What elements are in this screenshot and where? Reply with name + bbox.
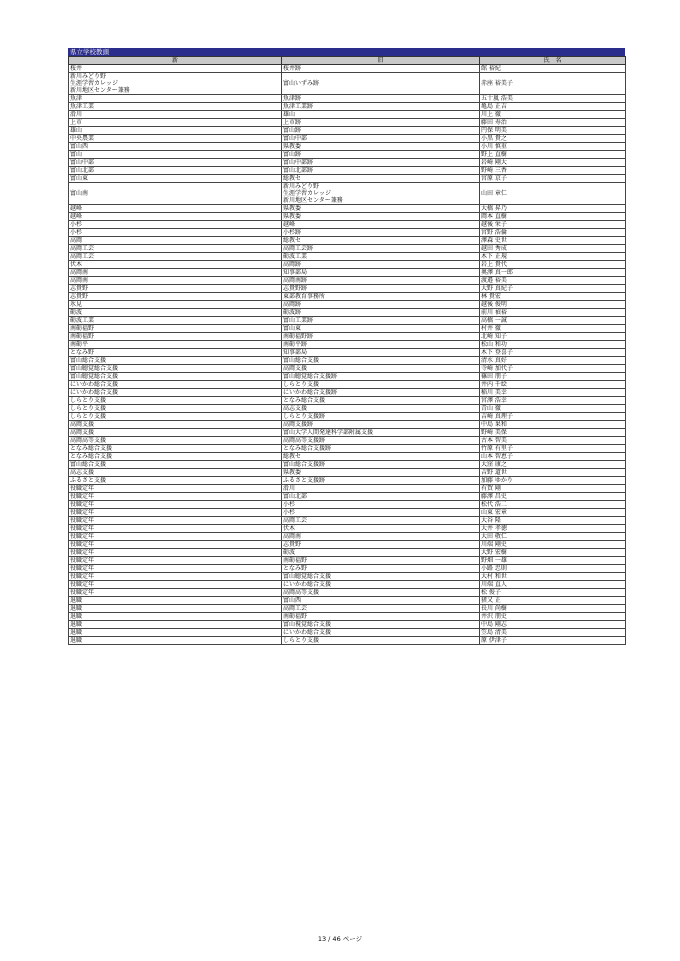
cell-new-post: 砺波工業 xyxy=(69,317,282,325)
cell-new-post: 新川みどり野 生涯学習カレッジ 新川地区センター兼務 xyxy=(69,73,282,95)
cell-new-post: 高岡南 xyxy=(69,269,282,277)
cell-new-post: 役職定年 xyxy=(69,501,282,509)
cell-name: 宮澤 浩幸 xyxy=(480,397,626,405)
cell-name: 木下 正規 xyxy=(480,253,626,261)
cell-old-post: 富山いずみ跡 xyxy=(282,73,480,95)
cell-old-post: 高岡工芸 xyxy=(282,605,480,613)
cell-old-post: 越峰 xyxy=(282,221,480,229)
column-header-name: 氏 名 xyxy=(480,57,626,65)
cell-old-post: 富山工業跡 xyxy=(282,317,480,325)
cell-name: 古本 智美 xyxy=(480,437,626,445)
cell-name: 加藤 ゆかり xyxy=(480,477,626,485)
cell-name: 有賀 剛 xyxy=(480,485,626,493)
cell-old-post: となみ総合支援跡 xyxy=(282,445,480,453)
cell-name: 野上 直樹 xyxy=(480,151,626,159)
cell-old-post: 高岡工芸 xyxy=(282,517,480,525)
cell-new-post: 退職 xyxy=(69,613,282,621)
cell-new-post: 志貴野 xyxy=(69,293,282,301)
table-row xyxy=(69,477,626,485)
cell-new-post: 高岡支援 xyxy=(69,421,282,429)
cell-name: 木下 登喜子 xyxy=(480,349,626,357)
cell-old-post: 高岡南 xyxy=(282,533,480,541)
table-row xyxy=(69,493,626,501)
table-row xyxy=(69,309,626,317)
cell-name: 猪又 正 xyxy=(480,597,626,605)
cell-new-post: 越峰 xyxy=(69,213,282,221)
table-row xyxy=(69,421,626,429)
table-row xyxy=(69,429,626,437)
cell-new-post: 滑川 xyxy=(69,111,282,119)
cell-name: 松代 浩二 xyxy=(480,501,626,509)
cell-new-post: 役職定年 xyxy=(69,493,282,501)
cell-new-post: 南砺福野 xyxy=(69,325,282,333)
cell-old-post: 志貴野跡 xyxy=(282,285,480,293)
cell-name: 長川 尚樹 xyxy=(480,605,626,613)
table-row xyxy=(69,301,626,309)
table-row xyxy=(69,229,626,237)
table-row xyxy=(69,373,626,381)
table-row xyxy=(69,517,626,525)
cell-new-post: 富山北部 xyxy=(69,167,282,175)
cell-new-post: 富山中部 xyxy=(69,159,282,167)
cell-old-post: 高志支援 xyxy=(282,405,480,413)
cell-name: 北崎 知子 xyxy=(480,333,626,341)
cell-old-post: 東部教育事務所 xyxy=(282,293,480,301)
cell-old-post: 桜井跡 xyxy=(282,65,480,73)
table-row xyxy=(69,389,626,397)
table-row xyxy=(69,525,626,533)
cell-new-post: 上市 xyxy=(69,119,282,127)
cell-old-post: 志貴野 xyxy=(282,541,480,549)
cell-old-post: 知事部局 xyxy=(282,269,480,277)
cell-new-post: 中央農業 xyxy=(69,135,282,143)
cell-old-post: 富山跡 xyxy=(282,127,480,135)
cell-new-post: 役職定年 xyxy=(69,581,282,589)
cell-new-post: 退職 xyxy=(69,597,282,605)
cell-new-post: 役職定年 xyxy=(69,557,282,565)
cell-new-post: 役職定年 xyxy=(69,549,282,557)
cell-new-post: 魚津 xyxy=(69,95,282,103)
cell-old-post: 魚津跡 xyxy=(282,95,480,103)
table-row xyxy=(69,581,626,589)
table-row xyxy=(69,357,626,365)
table-row xyxy=(69,119,626,127)
cell-new-post: 富山総合支援 xyxy=(69,461,282,469)
cell-name: 越田 秀成 xyxy=(480,245,626,253)
cell-name: 宮野 浩倫 xyxy=(480,229,626,237)
cell-name: 大野 真紀子 xyxy=(480,285,626,293)
cell-new-post: 高岡 xyxy=(69,237,282,245)
cell-name: 藤田 寿治 xyxy=(480,119,626,127)
cell-new-post: 富山聴覚総合支援 xyxy=(69,365,282,373)
table-row xyxy=(69,453,626,461)
cell-name: 松山 和功 xyxy=(480,341,626,349)
cell-name: 稲川 美幸 xyxy=(480,389,626,397)
cell-new-post: 富山東 xyxy=(69,175,282,183)
cell-new-post: 桜井 xyxy=(69,65,282,73)
cell-name: 野畑 一雄 xyxy=(480,557,626,565)
cell-old-post: 富山中部 xyxy=(282,135,480,143)
cell-old-post: 高岡高等支援跡 xyxy=(282,437,480,445)
table-row xyxy=(69,597,626,605)
table-row xyxy=(69,509,626,517)
cell-old-post: 総教セ xyxy=(282,175,480,183)
table-row xyxy=(69,245,626,253)
cell-new-post: 高志支援 xyxy=(69,469,282,477)
table-row xyxy=(69,397,626,405)
cell-name: 青山 徹 xyxy=(480,405,626,413)
cell-new-post: 役職定年 xyxy=(69,517,282,525)
table-row xyxy=(69,253,626,261)
cell-name: 篠田 朋子 xyxy=(480,373,626,381)
cell-old-post: 小杉 xyxy=(282,509,480,517)
cell-old-post: 南砺福野跡 xyxy=(282,333,480,341)
cell-old-post: 高岡跡 xyxy=(282,261,480,269)
cell-new-post: 氷見 xyxy=(69,301,282,309)
table-row xyxy=(69,111,626,119)
table-row xyxy=(69,637,626,645)
cell-old-post: 総教セ xyxy=(282,237,480,245)
cell-new-post: 富山西 xyxy=(69,143,282,151)
cell-old-post: 富山聴覚総合支援跡 xyxy=(282,373,480,381)
cell-new-post: 越峰 xyxy=(69,205,282,213)
cell-new-post: 役職定年 xyxy=(69,533,282,541)
cell-name: 藤澤 昌史 xyxy=(480,493,626,501)
table-row xyxy=(69,445,626,453)
cell-name: 川端 直人 xyxy=(480,581,626,589)
table-row xyxy=(69,549,626,557)
cell-name: 川端 剛史 xyxy=(480,541,626,549)
table-row xyxy=(69,349,626,357)
cell-new-post: にいかわ総合支援 xyxy=(69,381,282,389)
cell-old-post: 富山北部跡 xyxy=(282,167,480,175)
cell-name: 清水 真好 xyxy=(480,357,626,365)
cell-name: 岩崎 剛大 xyxy=(480,159,626,167)
cell-new-post: しらとり支援 xyxy=(69,405,282,413)
table-row xyxy=(69,541,626,549)
cell-name: 笠島 清美 xyxy=(480,629,626,637)
cell-old-post: 高岡高等支援 xyxy=(282,589,480,597)
cell-new-post: 退職 xyxy=(69,637,282,645)
transfer-table xyxy=(68,56,626,645)
cell-new-post: ふるさと支援 xyxy=(69,477,282,485)
cell-name: 原 伊津子 xyxy=(480,637,626,645)
table-row xyxy=(69,501,626,509)
cell-old-post: 南砺福野 xyxy=(282,613,480,621)
cell-name: 中島 剛志 xyxy=(480,621,626,629)
cell-name: 小川 慎重 xyxy=(480,143,626,151)
cell-name: 大村 和世 xyxy=(480,573,626,581)
cell-new-post: となみ野 xyxy=(69,349,282,357)
cell-new-post: 役職定年 xyxy=(69,573,282,581)
table-body xyxy=(69,65,626,645)
cell-old-post: 総教セ xyxy=(282,453,480,461)
cell-new-post: 高岡支援 xyxy=(69,429,282,437)
cell-old-post: 県教委 xyxy=(282,469,480,477)
cell-old-post: 魚津工業跡 xyxy=(282,103,480,111)
table-row xyxy=(69,405,626,413)
cell-name: 高橋 一誠 xyxy=(480,317,626,325)
cell-old-post: 小杉 xyxy=(282,501,480,509)
cell-name: 小黒 貴之 xyxy=(480,135,626,143)
cell-name: 前川 禎裕 xyxy=(480,309,626,317)
table-row xyxy=(69,237,626,245)
cell-old-post: 高岡支援 xyxy=(282,365,480,373)
cell-old-post: となみ野 xyxy=(282,565,480,573)
cell-name: 宮原 京子 xyxy=(480,175,626,183)
cell-new-post: 役職定年 xyxy=(69,541,282,549)
cell-name: 寺崎 加代子 xyxy=(480,365,626,373)
cell-old-post: 上市跡 xyxy=(282,119,480,127)
table-row xyxy=(69,485,626,493)
staff-transfer-sheet xyxy=(68,48,625,645)
table-row xyxy=(69,605,626,613)
cell-old-post: 砺波工業 xyxy=(282,253,480,261)
cell-old-post: 小杉跡 xyxy=(282,229,480,237)
cell-new-post: 役職定年 xyxy=(69,565,282,573)
cell-name: 五十嵐 浩美 xyxy=(480,95,626,103)
cell-old-post: となみ総合支援 xyxy=(282,397,480,405)
table-row xyxy=(69,95,626,103)
table-row xyxy=(69,437,626,445)
cell-name: 山本 智恵子 xyxy=(480,453,626,461)
table-row xyxy=(69,65,626,73)
cell-name: 松 俊子 xyxy=(480,589,626,597)
table-row xyxy=(69,557,626,565)
cell-name: 井沢 朋史 xyxy=(480,613,626,621)
cell-old-post: 富山大学人間発達科学部附属支援 xyxy=(282,429,480,437)
cell-name: 野崎 美保 xyxy=(480,429,626,437)
cell-name: 越後 俊明 xyxy=(480,301,626,309)
table-row xyxy=(69,175,626,183)
cell-old-post: 南砺平跡 xyxy=(282,341,480,349)
cell-new-post: 富山聴覚総合支援 xyxy=(69,373,282,381)
cell-old-post: 県教委 xyxy=(282,213,480,221)
cell-new-post: 富山総合支援 xyxy=(69,357,282,365)
table-row xyxy=(69,565,626,573)
cell-old-post: 富山北部 xyxy=(282,493,480,501)
cell-new-post: 南砺平 xyxy=(69,341,282,349)
cell-new-post: 富山南 xyxy=(69,183,282,205)
table-row xyxy=(69,365,626,373)
table-row xyxy=(69,103,626,111)
section-title: 県立学校教頭 xyxy=(68,48,625,56)
cell-old-post: 富山東 xyxy=(282,325,480,333)
cell-new-post: しらとり支援 xyxy=(69,413,282,421)
cell-name: 赤座 裕美子 xyxy=(480,73,626,95)
cell-new-post: 雄山 xyxy=(69,127,282,135)
column-header-old: 旧 xyxy=(282,57,480,65)
page-number: 13 / 46 ページ xyxy=(317,935,363,943)
cell-old-post: 富山西 xyxy=(282,597,480,605)
header-row xyxy=(69,57,626,65)
table-row xyxy=(69,589,626,597)
cell-new-post: 富山 xyxy=(69,151,282,159)
table-row xyxy=(69,261,626,269)
cell-old-post: 新川みどり野 生涯学習カレッジ 新川地区センター兼務 xyxy=(282,183,480,205)
cell-name: 澤森 史世 xyxy=(480,237,626,245)
table-row xyxy=(69,469,626,477)
cell-new-post: 小杉 xyxy=(69,221,282,229)
cell-name: 岩上 貴代 xyxy=(480,261,626,269)
table-row xyxy=(69,143,626,151)
cell-new-post: 高岡工芸 xyxy=(69,245,282,253)
cell-name: 渡邉 裕美 xyxy=(480,277,626,285)
cell-name: 中島 果和 xyxy=(480,421,626,429)
cell-old-post: 砺波 xyxy=(282,549,480,557)
cell-new-post: 高岡工芸 xyxy=(69,253,282,261)
cell-name: 山田 章仁 xyxy=(480,183,626,205)
cell-old-post: 県教委 xyxy=(282,205,480,213)
cell-new-post: となみ総合支援 xyxy=(69,445,282,453)
cell-old-post: 南砺福野 xyxy=(282,557,480,565)
table-row xyxy=(69,629,626,637)
cell-old-post: 高岡工芸跡 xyxy=(282,245,480,253)
cell-old-post: 雄山 xyxy=(282,111,480,119)
cell-new-post: 退職 xyxy=(69,621,282,629)
cell-new-post: 役職定年 xyxy=(69,525,282,533)
table-row xyxy=(69,285,626,293)
cell-old-post: 知事部局 xyxy=(282,349,480,357)
table-row xyxy=(69,135,626,143)
cell-old-post: にいかわ総合支援 xyxy=(282,629,480,637)
cell-name: 山東 宏章 xyxy=(480,509,626,517)
cell-old-post: 富山総合支援跡 xyxy=(282,461,480,469)
cell-name: 竹原 有里子 xyxy=(480,445,626,453)
cell-new-post: 役職定年 xyxy=(69,485,282,493)
table-row xyxy=(69,293,626,301)
cell-new-post: 役職定年 xyxy=(69,589,282,597)
column-header-new: 新 xyxy=(69,57,282,65)
cell-name: 館 裕紀 xyxy=(480,65,626,73)
table-row xyxy=(69,205,626,213)
cell-name: 野崎 三香 xyxy=(480,167,626,175)
cell-old-post: 県教委 xyxy=(282,143,480,151)
table-row xyxy=(69,413,626,421)
cell-old-post: しらとり支援 xyxy=(282,637,480,645)
cell-new-post: となみ総合支援 xyxy=(69,453,282,461)
cell-old-post: ふるさと支援跡 xyxy=(282,477,480,485)
cell-new-post: にいかわ総合支援 xyxy=(69,389,282,397)
cell-old-post: 富山総合支援 xyxy=(282,357,480,365)
cell-old-post: 富山跡 xyxy=(282,151,480,159)
cell-old-post: 滑川 xyxy=(282,485,480,493)
cell-name: 川上 徹 xyxy=(480,111,626,119)
table-row xyxy=(69,621,626,629)
cell-new-post: 退職 xyxy=(69,629,282,637)
cell-old-post: 砺波跡 xyxy=(282,309,480,317)
cell-new-post: 小杉 xyxy=(69,229,282,237)
table-row xyxy=(69,159,626,167)
cell-new-post: 南砺福野 xyxy=(69,333,282,341)
cell-name: 吉野 道世 xyxy=(480,469,626,477)
cell-old-post: しらとり支援跡 xyxy=(282,413,480,421)
table-row xyxy=(69,325,626,333)
table-row xyxy=(69,461,626,469)
cell-name: 大窪 康之 xyxy=(480,461,626,469)
cell-name: 大橋 昇乃 xyxy=(480,205,626,213)
table-row xyxy=(69,167,626,175)
table-row xyxy=(69,333,626,341)
cell-old-post: 伏木 xyxy=(282,525,480,533)
cell-new-post: 高岡南 xyxy=(69,277,282,285)
cell-name: 大谷 隆 xyxy=(480,517,626,525)
table-row xyxy=(69,221,626,229)
cell-new-post: 志貴野 xyxy=(69,285,282,293)
cell-name: 越後 栄子 xyxy=(480,221,626,229)
cell-name: 林 貴宏 xyxy=(480,293,626,301)
cell-old-post: 高岡南跡 xyxy=(282,277,480,285)
table-row xyxy=(69,213,626,221)
table-row xyxy=(69,183,626,205)
cell-new-post: 高岡高等支援 xyxy=(69,437,282,445)
cell-new-post: 退職 xyxy=(69,605,282,613)
cell-name: 岡本 直樹 xyxy=(480,213,626,221)
cell-name: 井内 千絵 xyxy=(480,381,626,389)
table-row xyxy=(69,269,626,277)
cell-new-post: 魚津工業 xyxy=(69,103,282,111)
table-row xyxy=(69,573,626,581)
table-row xyxy=(69,533,626,541)
table-row xyxy=(69,73,626,95)
cell-name: 亀島 正吉 xyxy=(480,103,626,111)
cell-new-post: しらとり支援 xyxy=(69,397,282,405)
cell-name: 吉崎 真理子 xyxy=(480,413,626,421)
table-row xyxy=(69,613,626,621)
cell-name: 大田 敬仁 xyxy=(480,533,626,541)
cell-old-post: しらとり支援 xyxy=(282,381,480,389)
cell-name: 大井 孝徳 xyxy=(480,525,626,533)
cell-old-post: 富山視覚総合支援 xyxy=(282,621,480,629)
cell-name: 奥澤 真一郎 xyxy=(480,269,626,277)
table-row xyxy=(69,341,626,349)
table-row xyxy=(69,317,626,325)
cell-old-post: 富山中部跡 xyxy=(282,159,480,167)
cell-old-post: 富山聴覚総合支援 xyxy=(282,573,480,581)
cell-new-post: 砺波 xyxy=(69,309,282,317)
cell-name: 大野 宏樹 xyxy=(480,549,626,557)
cell-new-post: 役職定年 xyxy=(69,509,282,517)
cell-name: 小路 忠則 xyxy=(480,565,626,573)
cell-old-post: 高岡跡 xyxy=(282,301,480,309)
cell-old-post: にいかわ総合支援 xyxy=(282,581,480,589)
cell-old-post: にいかわ総合支援跡 xyxy=(282,389,480,397)
cell-name: 円保 明美 xyxy=(480,127,626,135)
table-row xyxy=(69,381,626,389)
table-row xyxy=(69,127,626,135)
table-row xyxy=(69,151,626,159)
cell-name: 村井 徹 xyxy=(480,325,626,333)
cell-new-post: 伏木 xyxy=(69,261,282,269)
table-row xyxy=(69,277,626,285)
cell-old-post: 高岡支援跡 xyxy=(282,421,480,429)
